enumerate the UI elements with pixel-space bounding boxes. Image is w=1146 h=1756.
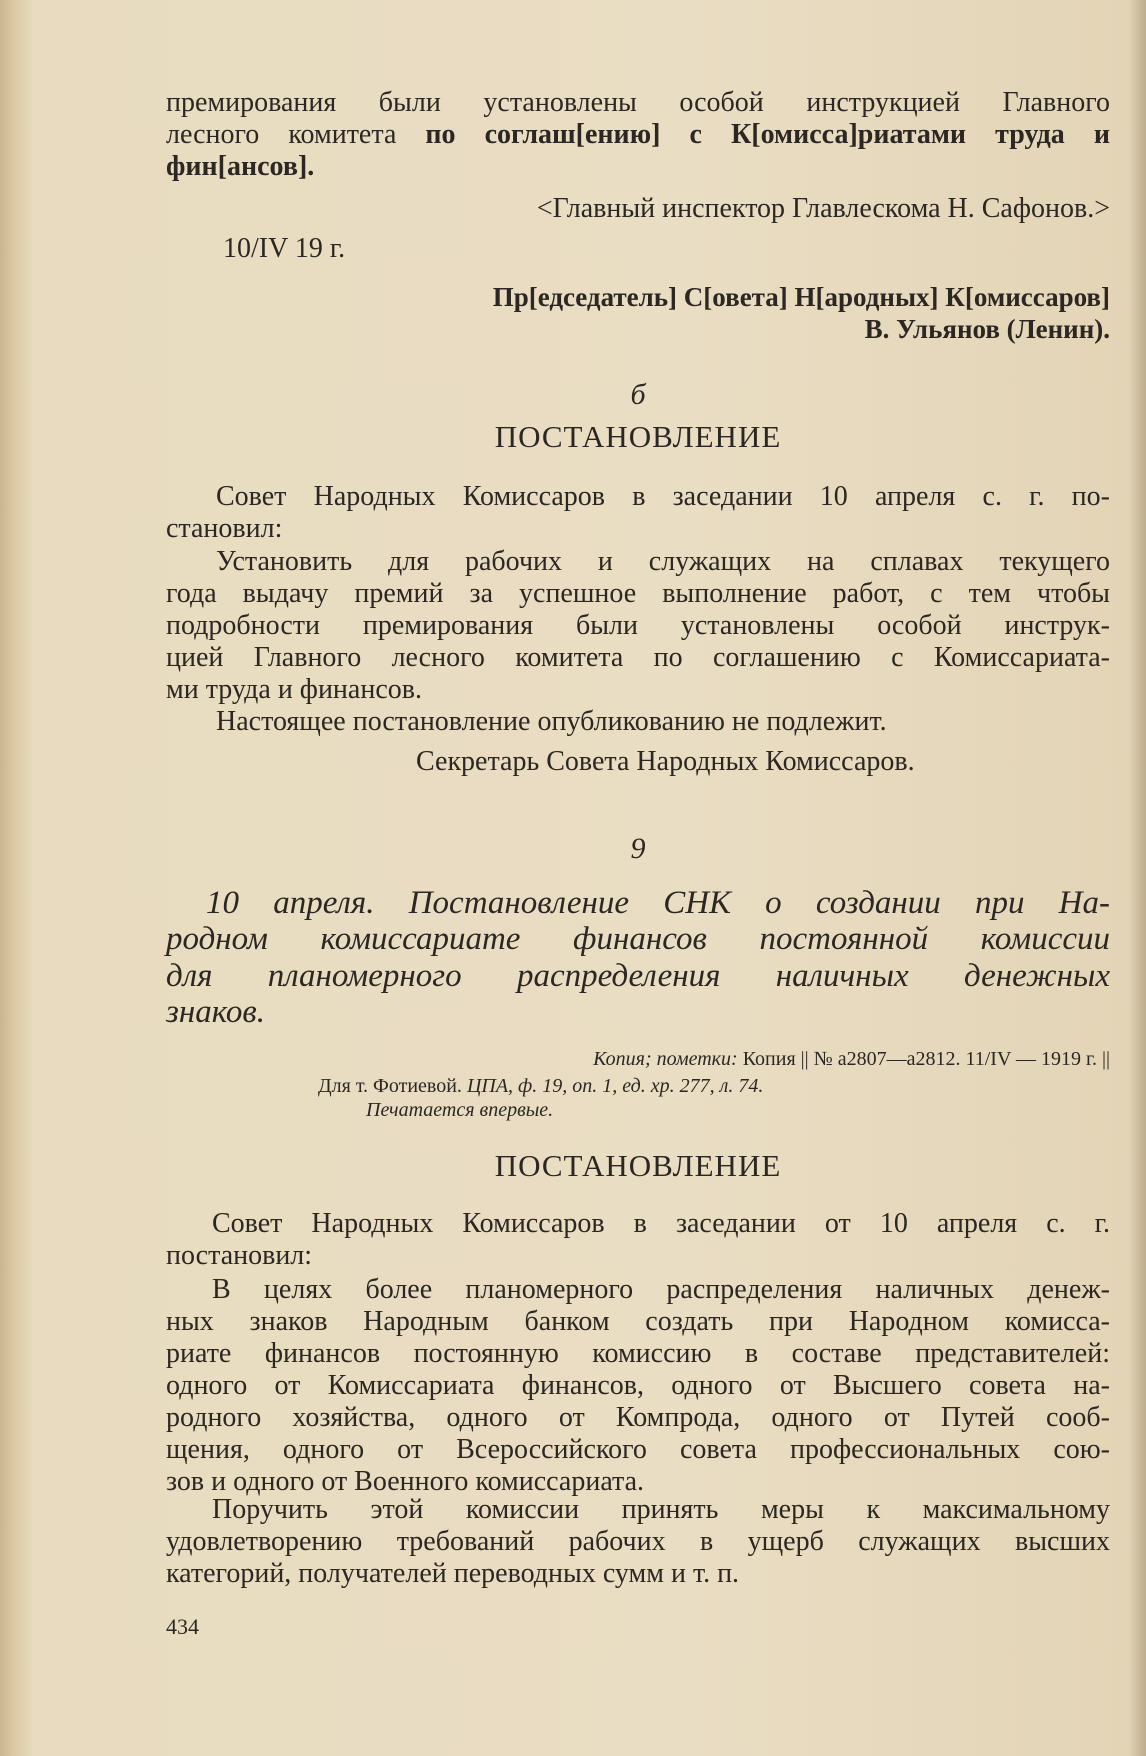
document-title-line: родном комиссариате финансов постоянной комиссии	[166, 921, 1110, 957]
text-line: ных знаков Народным банком создать при Народном комисса-	[166, 1306, 1110, 1337]
source-note-text: Для т. Фотиевой.	[318, 1075, 467, 1097]
document-title-line: 10 апреля. Постановление СНК о создании при На-	[206, 885, 1110, 921]
text-line: Поручить этой комиссии принять меры к максимальному	[212, 1494, 1110, 1525]
source-note-text: Копия || № a2807—a2812. 11/IV — 1919 г. ||	[737, 1048, 1110, 1070]
text-line: Совет Народных Комиссаров в заседании 10 апреля с. г. по-	[216, 481, 1110, 512]
text-line: фин[ансов].	[166, 151, 315, 182]
chair-signature-line1: Пр[едседатель] С[овета] Н[ародных] К[омиссаров]	[492, 282, 1110, 312]
source-note-line	[318, 1073, 1110, 1099]
text-line: риате финансов постоянную комиссию в составе представителей:	[166, 1338, 1110, 1369]
section-label: б	[630, 378, 646, 411]
secretary-signature: Секретарь Совета Народных Комиссаров.	[416, 746, 915, 777]
source-note-italic: Копия; пометки:	[593, 1048, 738, 1070]
text-line: подробности премирования были установлены особой инструк-	[166, 610, 1110, 641]
document-title-line: для планомерного распределения наличных денежных	[166, 958, 1110, 994]
chair-signature-line2: В. Ульянов (Ленин).	[864, 314, 1110, 344]
text-line: становил:	[166, 513, 283, 544]
text-run-bold: по соглаш[ению] с К[омисса]риатами труда и	[425, 119, 1110, 150]
text-run: лесного комитета	[166, 119, 426, 150]
text-line: В целях более планомерного распределения наличных денеж-	[212, 1274, 1110, 1305]
text-line: Совет Народных Комиссаров в заседании от 10 апреля с. г.	[212, 1208, 1110, 1239]
text-line: щения, одного от Всероссийского совета профессиональных сою-	[166, 1434, 1110, 1465]
text-line: одного от Комиссариата финансов, одного от Высшего совета на-	[166, 1370, 1110, 1401]
text-line: постановил:	[166, 1240, 313, 1271]
inspector-signature: <Главный инспектор Главлескома Н. Сафонов.>	[536, 193, 1110, 224]
text-line: ми труда и финансов.	[166, 674, 422, 705]
section-heading: ПОСТАНОВЛЕНИЕ	[494, 1148, 782, 1183]
text-line	[166, 118, 1110, 152]
text-line: категорий, получателей переводных сумм и т. п.	[166, 1558, 740, 1589]
text-line: года выдачу премий за успешное выполнение работ, с тем чтобы	[166, 578, 1110, 609]
source-note-line	[166, 1046, 1110, 1072]
source-note-italic: ЦПА, ф. 19, оп. 1, ед. хр. 277, л. 74.	[466, 1075, 764, 1097]
text-line: цией Главного лесного комитета по соглашению с Комиссариата-	[166, 642, 1110, 673]
text-line: Настоящее постановление опубликованию не подлежит.	[216, 706, 887, 737]
document-date: 10/IV 19 г.	[223, 233, 346, 264]
text-line: премирования были установлены особой инструкцией Главного	[166, 87, 1110, 118]
text-line: зов и одного от Военного комиссариата.	[166, 1466, 645, 1497]
document-title-line: знаков.	[166, 994, 265, 1030]
text-line: родного хозяйства, одного от Компрода, одного от Путей сооб-	[166, 1402, 1110, 1433]
source-note-line: Печатается впервые.	[366, 1099, 554, 1121]
page-number: 434	[166, 1614, 199, 1639]
text-line: удовлетворению требований рабочих в ущерб служащих высших	[166, 1526, 1110, 1557]
document-number: 9	[630, 832, 646, 865]
section-heading: ПОСТАНОВЛЕНИЕ	[494, 419, 782, 454]
text-line: Установить для рабочих и служащих на сплавах текущего	[216, 546, 1110, 577]
